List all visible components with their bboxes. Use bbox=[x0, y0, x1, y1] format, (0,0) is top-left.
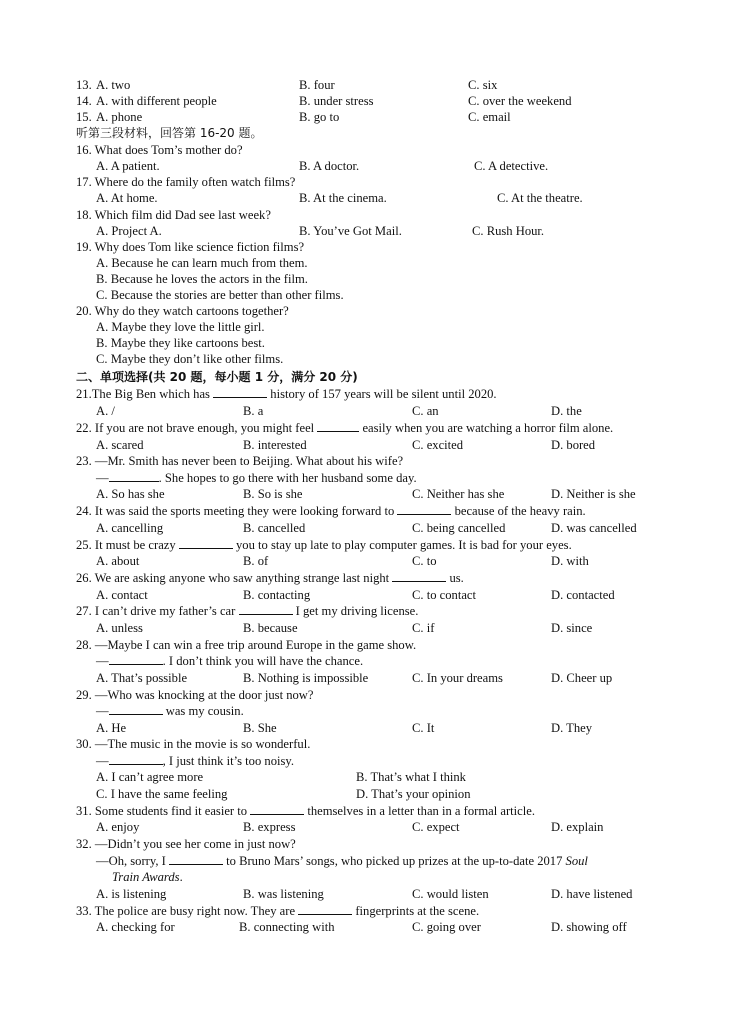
q16-stem: 16. What does Tom’s mother do? bbox=[76, 143, 243, 157]
q14-number: 14. bbox=[76, 94, 92, 108]
q28-option-c: C. In your dreams bbox=[412, 671, 503, 685]
q29-option-b: B. She bbox=[243, 721, 277, 735]
q26-option-c: C. to contact bbox=[412, 588, 477, 602]
q22-option-b: B. interested bbox=[243, 438, 307, 452]
q31-option-c: C. expect bbox=[412, 820, 460, 834]
q23-option-d: D. Neither is she bbox=[551, 487, 636, 501]
q21-option-a: A. / bbox=[96, 404, 115, 418]
q23-option-a: A. So has she bbox=[96, 487, 165, 501]
q19-option-b: B. Because he loves the actors in the film. bbox=[96, 272, 308, 286]
q20-stem: 20. Why do they watch cartoons together? bbox=[76, 304, 289, 318]
q31-option-a: A. enjoy bbox=[96, 820, 140, 834]
q32-option-a: A. is listening bbox=[96, 887, 167, 901]
q20-option-b: B. Maybe they like cartoons best. bbox=[96, 336, 265, 350]
q28-stem: 28. —Maybe I can win a free trip around Europe in the game show. bbox=[76, 638, 417, 652]
q26-option-d: D. contacted bbox=[551, 588, 615, 602]
q26-option-b: B. contacting bbox=[243, 588, 311, 602]
q25-option-d: D. with bbox=[551, 554, 589, 568]
q23-reply: — . She hopes to go there with her husband some day. bbox=[96, 471, 417, 485]
q19-option-c: C. Because the stories are better than other films. bbox=[96, 288, 344, 302]
q18-option-b: B. You’ve Got Mail. bbox=[299, 224, 402, 238]
q19-stem: 19. Why does Tom like science fiction films? bbox=[76, 240, 305, 254]
q13-number: 13. bbox=[76, 78, 92, 92]
q32-option-d: D. have listened bbox=[551, 887, 633, 901]
q25-stem: 25. It must be crazy you to stay up late to play computer games. It is bad for your eyes. bbox=[76, 538, 572, 552]
q26-stem: 26. We are asking anyone who saw anything strange last night us. bbox=[76, 571, 464, 585]
q33-option-c: C. going over bbox=[412, 920, 481, 934]
q29-stem: 29. —Who was knocking at the door just now? bbox=[76, 688, 314, 702]
q33-option-d: D. showing off bbox=[551, 920, 627, 934]
q15-option-a: A. phone bbox=[96, 110, 143, 124]
q32-reply-cont: Train Awards. bbox=[112, 870, 183, 884]
q27-option-b: B. because bbox=[243, 621, 298, 635]
q14-option-a: A. with different people bbox=[96, 94, 217, 108]
q24-option-a: A. cancelling bbox=[96, 521, 164, 535]
q22-stem: 22. If you are not brave enough, you might feel easily when you are watching a horror film alone. bbox=[76, 421, 614, 435]
q33-stem: 33. The police are busy right now. They are fingerprints at the scene. bbox=[76, 904, 480, 918]
q32-reply: —Oh, sorry, I to Bruno Mars’ songs, who picked up prizes at the up-to-date 2017 Soul bbox=[96, 854, 588, 868]
q23-option-c: C. Neither has she bbox=[412, 487, 505, 501]
q28-option-b: B. Nothing is impossible bbox=[243, 671, 369, 685]
q22-option-c: C. excited bbox=[412, 438, 464, 452]
q27-option-d: D. since bbox=[551, 621, 593, 635]
q30-stem: 30. —The music in the movie is so wonderful. bbox=[76, 737, 311, 751]
q17-stem: 17. Where do the family often watch films? bbox=[76, 175, 296, 189]
q28-option-d: D. Cheer up bbox=[551, 671, 613, 685]
q32-option-b: B. was listening bbox=[243, 887, 324, 901]
q18-stem: 18. Which film did Dad see last week? bbox=[76, 208, 271, 222]
q29-option-c: C. It bbox=[412, 721, 435, 735]
q30-reply: — , I just think it’s too noisy. bbox=[96, 754, 295, 768]
q29-option-d: D. They bbox=[551, 721, 593, 735]
section3-header: 听第三段材料，回答第 16-20 题。 bbox=[76, 126, 263, 140]
q13-option-c: C. six bbox=[468, 78, 498, 92]
q21-option-c: C. an bbox=[412, 404, 439, 418]
q15-number: 15. bbox=[76, 110, 92, 124]
q15-option-b: B. go to bbox=[299, 110, 340, 124]
q27-option-c: C. if bbox=[412, 621, 435, 635]
q29-option-a: A. He bbox=[96, 721, 127, 735]
q19-option-a: A. Because he can learn much from them. bbox=[96, 256, 308, 270]
part2-header: 二、单项选择(共 20 题，每小题 1 分，满分 20 分) bbox=[76, 370, 358, 384]
q24-stem: 24. It was said the sports meeting they were looking forward to because of the heavy rain. bbox=[76, 504, 586, 518]
q31-stem: 31. Some students find it easier to themselves in a letter than in a formal article. bbox=[76, 804, 535, 818]
q23-stem: 23. —Mr. Smith has never been to Beijing. What about his wife? bbox=[76, 454, 404, 468]
q21-stem: 21.The Big Ben which has history of 157 years will be silent until 2020. bbox=[76, 387, 497, 401]
q20-option-c: C. Maybe they don’t like other films. bbox=[96, 352, 284, 366]
q17-option-c: C. At the theatre. bbox=[497, 191, 583, 205]
q32-stem: 32. —Didn’t you see her come in just now? bbox=[76, 837, 296, 851]
q25-option-c: C. to bbox=[412, 554, 437, 568]
q14-option-b: B. under stress bbox=[299, 94, 374, 108]
q21-option-d: D. the bbox=[551, 404, 582, 418]
q31-option-d: D. explain bbox=[551, 820, 604, 834]
q33-option-a: A. checking for bbox=[96, 920, 175, 934]
q13-option-b: B. four bbox=[299, 78, 335, 92]
q20-option-a: A. Maybe they love the little girl. bbox=[96, 320, 265, 334]
q29-reply: — was my cousin. bbox=[96, 704, 244, 718]
q24-option-c: C. being cancelled bbox=[412, 521, 506, 535]
q30-option-a: A. I can’t agree more bbox=[96, 770, 204, 784]
q21-option-b: B. a bbox=[243, 404, 264, 418]
q26-option-a: A. contact bbox=[96, 588, 148, 602]
q16-option-c: C. A detective. bbox=[474, 159, 549, 173]
q27-option-a: A. unless bbox=[96, 621, 143, 635]
q18-option-c: C. Rush Hour. bbox=[472, 224, 545, 238]
q16-option-b: B. A doctor. bbox=[299, 159, 360, 173]
q17-option-a: A. At home. bbox=[96, 191, 158, 205]
q30-option-b: B. That’s what I think bbox=[356, 770, 466, 784]
q15-option-c: C. email bbox=[468, 110, 511, 124]
q32-option-c: C. would listen bbox=[412, 887, 489, 901]
q28-reply: — . I don’t think you will have the chance. bbox=[96, 654, 364, 668]
q33-option-b: B. connecting with bbox=[239, 920, 335, 934]
q13-option-a: A. two bbox=[96, 78, 131, 92]
q14-option-c: C. over the weekend bbox=[468, 94, 572, 108]
q17-option-b: B. At the cinema. bbox=[299, 191, 387, 205]
q30-option-c: C. I have the same feeling bbox=[96, 787, 228, 801]
q30-option-d: D. That’s your opinion bbox=[356, 787, 471, 801]
q18-option-a: A. Project A. bbox=[96, 224, 162, 238]
q25-option-b: B. of bbox=[243, 554, 269, 568]
q16-option-a: A. A patient. bbox=[96, 159, 160, 173]
q31-option-b: B. express bbox=[243, 820, 296, 834]
q24-option-d: D. was cancelled bbox=[551, 521, 637, 535]
q22-option-d: D. bored bbox=[551, 438, 596, 452]
q28-option-a: A. That’s possible bbox=[96, 671, 188, 685]
q27-stem: 27. I can’t drive my father’s car I get my driving license. bbox=[76, 604, 419, 618]
q25-option-a: A. about bbox=[96, 554, 140, 568]
q23-option-b: B. So is she bbox=[243, 487, 303, 501]
q22-option-a: A. scared bbox=[96, 438, 144, 452]
q24-option-b: B. cancelled bbox=[243, 521, 306, 535]
